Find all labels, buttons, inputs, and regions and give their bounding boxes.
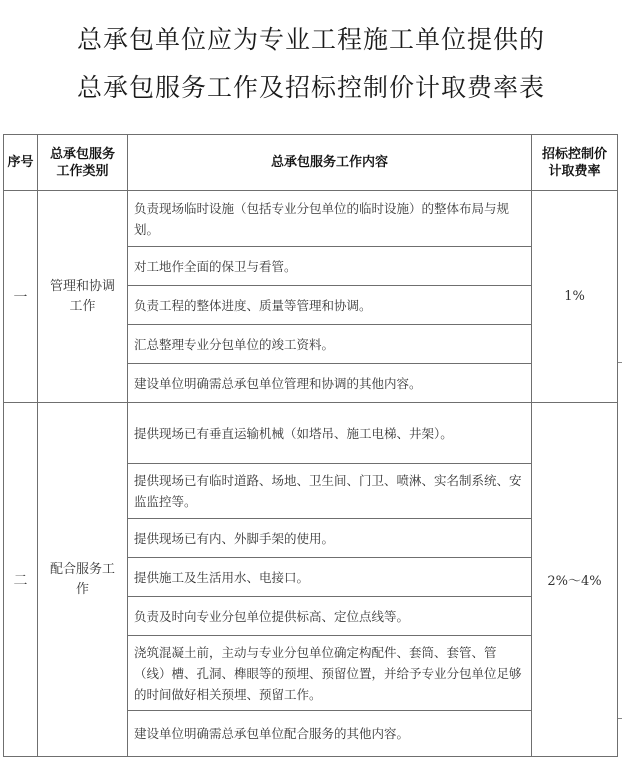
group-1-item-5: 建设单位明确需总承包单位管理和协调的其他内容。 — [128, 364, 532, 403]
group-2-item-5: 负责及时向专业分包单位提供标高、定位点线等。 — [128, 597, 532, 636]
group-1-item-4: 汇总整理专业分包单位的竣工资料。 — [128, 325, 532, 364]
edge-tick-2 — [618, 718, 622, 719]
group-2-item-1: 提供现场已有垂直运输机械（如塔吊、施工电梯、井架）。 — [128, 403, 532, 464]
header-rate: 招标控制价计取费率 — [532, 135, 618, 191]
title-line-1: 总承包单位应为专业工程施工单位提供的 — [76, 25, 545, 54]
title-line-2: 总承包服务工作及招标控制价计取费率表 — [76, 73, 545, 102]
group-2-item-4: 提供施工及生活用水、电接口。 — [128, 558, 532, 597]
group-1-item-2: 对工地作全面的保卫与看管。 — [128, 247, 532, 286]
header-seq: 序号 — [4, 135, 38, 191]
table-row — [4, 403, 618, 464]
fee-rate-table — [3, 134, 618, 757]
group-2-seq: 二 — [4, 403, 38, 757]
edge-tick-1 — [618, 362, 622, 363]
group-1-seq: 一 — [4, 191, 38, 403]
group-2-item-3: 提供现场已有内、外脚手架的使用。 — [128, 519, 532, 558]
group-2-category: 配合服务工作 — [38, 403, 128, 757]
group-2-rate: 2%～4% — [532, 403, 618, 757]
group-1-category: 管理和协调工作 — [38, 191, 128, 403]
group-2-item-2: 提供现场已有临时道路、场地、卫生间、门卫、喷淋、实名制系统、安监监控等。 — [128, 464, 532, 519]
table-header-row — [4, 135, 618, 191]
header-content: 总承包服务工作内容 — [128, 135, 532, 191]
group-1-item-1: 负责现场临时设施（包括专业分包单位的临时设施）的整体布局与规划。 — [128, 191, 532, 247]
document-title — [0, 16, 622, 112]
group-2-item-6: 浇筑混凝土前，主动与专业分包单位确定构配件、套筒、套管、管（线）槽、孔洞、榫眼等的预埋、预留位置，并给予专业分包单位足够的时间做好相关预埋、预留工作。 — [128, 636, 532, 711]
group-1-item-3: 负责工程的整体进度、质量等管理和协调。 — [128, 286, 532, 325]
table-row — [4, 191, 618, 247]
group-2-item-7: 建设单位明确需总承包单位配合服务的其他内容。 — [128, 711, 532, 757]
header-category: 总承包服务工作类别 — [38, 135, 128, 191]
group-1-rate: 1% — [532, 191, 618, 403]
